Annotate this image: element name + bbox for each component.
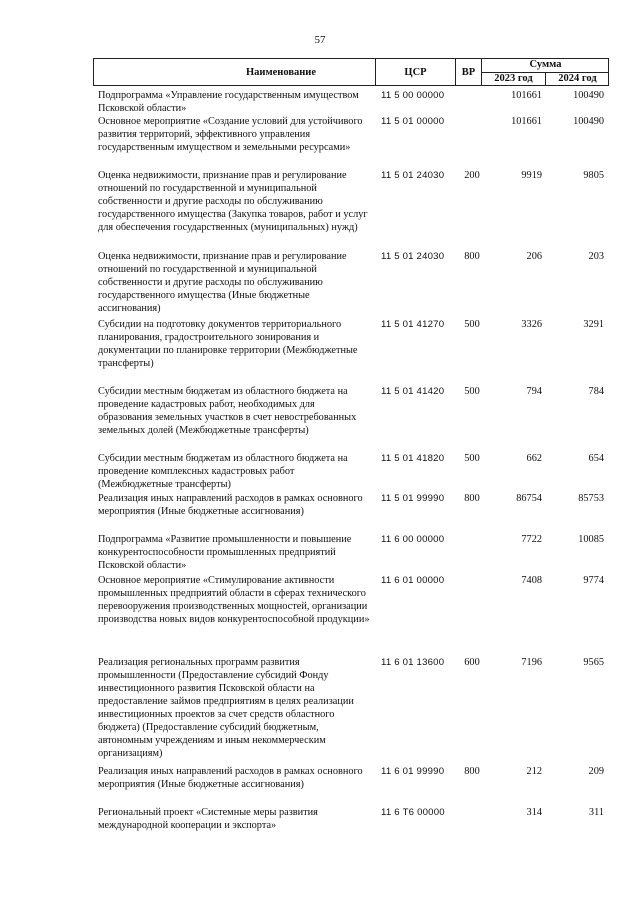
table-header — [93, 58, 609, 86]
row-csr: 11 6 01 99990 — [381, 766, 445, 777]
row-sum-2023: 3326 — [521, 319, 542, 330]
row-vr: 500 — [464, 453, 480, 464]
row-name: Реализация региональных программ развития промышленности (Предоставление субсидий Фонду инвестиционного развития Псковской области на предоставление займов предприятиям в целях реализации инвестиционных проектов за счет средств областного бюджета) (Предоставление субсидий бюджетным, автономным учреждениям и иным некоммерческим организациям) — [98, 657, 354, 759]
row-csr: 11 5 01 41270 — [381, 319, 445, 330]
row-vr: 800 — [464, 251, 480, 262]
row-sum-2024: 9565 — [583, 657, 604, 668]
row-sum-2024: 100490 — [573, 116, 604, 127]
row-sum-2024: 100490 — [573, 90, 604, 101]
header-year-2023: 2023 год — [494, 73, 533, 84]
row-name: Субсидии местным бюджетам из областного бюджета на проведение кадастровых работ, необходимых для образования земельных участков в счет невостребованных земельных долей (Межбюджетные трансферты) — [98, 386, 357, 436]
row-csr: 11 5 01 41820 — [381, 453, 445, 464]
row-name: Основное мероприятие «Создание условий для устойчивого развития территорий, эффективного управления государственным имуществом и земельными ресурсами» — [98, 116, 363, 153]
row-csr: 11 6 01 13600 — [381, 657, 445, 668]
row-sum-2024: 784 — [588, 386, 604, 397]
row-csr: 11 5 01 24030 — [381, 170, 445, 181]
row-vr: 500 — [464, 319, 480, 330]
row-name: Субсидии на подготовку документов территориального планирования, градостроительного зонирования и документации по планировке территории (Межбюджетные трансферты) — [98, 319, 358, 369]
row-csr: 11 6 00 00000 — [381, 534, 445, 545]
header-vr: ВР — [461, 67, 476, 78]
page-number: 57 — [314, 34, 326, 46]
row-sum-2023: 662 — [526, 453, 542, 464]
row-sum-2023: 7722 — [521, 534, 542, 545]
row-name: Подпрограмма «Управление государственным имуществом Псковской области» — [98, 90, 359, 114]
row-sum-2024: 10085 — [578, 534, 604, 545]
row-name: Региональный проект «Системные меры развития международной кооперации и экспорта» — [98, 807, 318, 831]
row-sum-2023: 212 — [526, 766, 542, 777]
row-vr: 800 — [464, 493, 480, 504]
row-sum-2024: 9805 — [583, 170, 604, 181]
row-sum-2024: 311 — [588, 807, 604, 818]
row-sum-2023: 7408 — [521, 575, 542, 586]
row-name: Реализация иных направлений расходов в рамках основного мероприятия (Иные бюджетные ассигнования) — [98, 766, 363, 790]
row-name: Субсидии местным бюджетам из областного бюджета на проведение комплексных кадастровых работ (Межбюджетные трансферты) — [98, 453, 348, 490]
row-sum-2024: 85753 — [578, 493, 604, 504]
row-csr: 11 5 00 00000 — [381, 90, 445, 101]
row-csr: 11 5 01 00000 — [381, 116, 445, 127]
row-sum-2023: 7196 — [521, 657, 542, 668]
row-name: Оценка недвижимости, признание прав и регулирование отношений по государственной и муниципальной собственности и другие расходы по обслуживанию государственного имущества (Закупка товаров, работ и услуг для обеспечения государственных (муниципальных) нужд) — [98, 170, 368, 233]
row-vr: 200 — [464, 170, 480, 181]
row-name: Реализация иных направлений расходов в рамках основного мероприятия (Иные бюджетные ассигнования) — [98, 493, 363, 517]
row-csr: 11 5 01 99990 — [381, 493, 445, 504]
row-name: Подпрограмма «Развитие промышленности и повышение конкурентоспособности промышленных предприятий Псковской области» — [98, 534, 352, 571]
row-sum-2024: 203 — [588, 251, 604, 262]
row-sum-2023: 9919 — [521, 170, 542, 181]
row-sum-2024: 9774 — [583, 575, 604, 586]
header-csr: ЦСР — [404, 67, 427, 78]
row-sum-2023: 314 — [526, 807, 542, 818]
row-vr: 800 — [464, 766, 480, 777]
row-csr: 11 5 01 24030 — [381, 251, 445, 262]
row-vr: 500 — [464, 386, 480, 397]
row-vr: 600 — [464, 657, 480, 668]
row-sum-2023: 794 — [526, 386, 542, 397]
row-sum-2023: 101661 — [511, 90, 542, 101]
row-sum-2023: 101661 — [511, 116, 542, 127]
header-sum: Сумма — [529, 59, 562, 70]
row-sum-2023: 86754 — [516, 493, 542, 504]
row-csr: 11 6 Т6 00000 — [381, 807, 445, 818]
row-csr: 11 5 01 41420 — [381, 386, 445, 397]
row-sum-2024: 209 — [588, 766, 604, 777]
row-sum-2024: 3291 — [583, 319, 604, 330]
row-name: Оценка недвижимости, признание прав и регулирование отношений по государственной и муниципальной собственности и другие расходы по обслуживанию государственного имущества (Иные бюджетные ассигнования) — [98, 251, 347, 314]
row-csr: 11 6 01 00000 — [381, 575, 445, 586]
header-name: Наименование — [246, 67, 316, 78]
row-name: Основное мероприятие «Стимулирование активности промышленных предприятий области в сферах технического перевооружения производственных мощностей, организации производства новых видов конкурентоспособной продукции» — [98, 575, 370, 625]
row-sum-2023: 206 — [526, 251, 542, 262]
row-sum-2024: 654 — [588, 453, 604, 464]
header-year-2024: 2024 год — [558, 73, 597, 84]
